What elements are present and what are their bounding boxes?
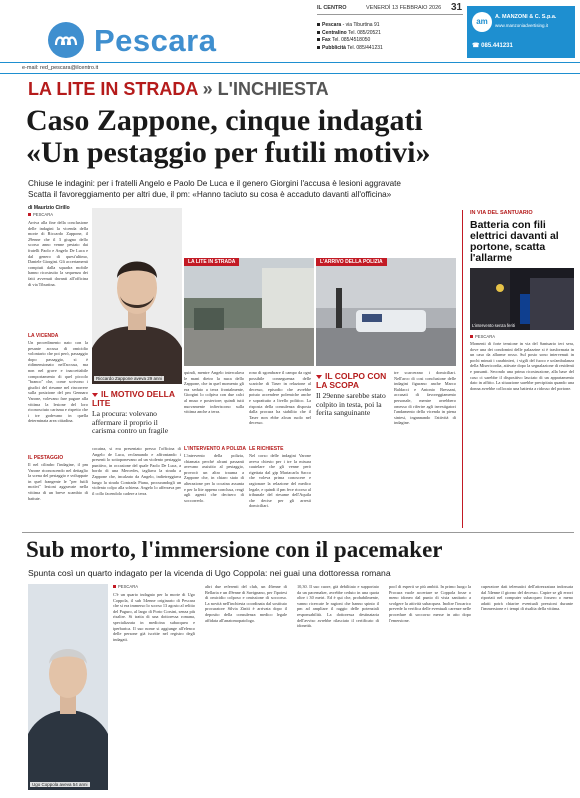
contacts-list <box>317 22 383 52</box>
contact-row: Centralino Tel. 085/20521 <box>317 30 383 38</box>
email-bar <box>0 62 580 74</box>
sidebar-divider <box>462 210 463 528</box>
email-text: e-mail: red_pescara@ilcentro.it <box>22 65 99 71</box>
pull-quote-colpo <box>316 372 392 418</box>
headline-line-1: Caso Zappone, cinque indagati <box>26 104 423 137</box>
subhead-1: Chiuse le indagini: per i fratelli Angelo e Paolo De Luca e il genero Giorgini l'accusa è lesioni aggravate <box>28 179 401 188</box>
col4-subheading: LE RICHIESTE <box>249 446 284 452</box>
sidebar-city: PESCARA <box>470 334 495 339</box>
section-divider <box>22 532 574 533</box>
article-col-2: cocaina, si era presentato presso l'officina di Angelo de Luca, reclamando e affrontando i presenti lo sottoponevano ad un violento pestaggio punitivo, in occasione del quale Paolo De Luca, a bordo di una Mercedes, tagliava la strada a Zappone che, incalzato da Angelo, indietreggiava lungo la strada Contrada Piana, procurandogli un violento colpo alla schiena. Angelo lo afferrava per il collo facendolo cadere a terra. <box>92 446 181 496</box>
article2-headline: Sub morto, l'immersione con il pacemaker <box>26 537 443 562</box>
kicker <box>28 79 329 100</box>
article2-col-2: altri due referenti del club, un 46enne di Bellaria e un 49enne di Savignano, per l'ipotesi di omicidio colposo e omissione di soccorso. La novità nell'inchiesta coordinata dal sostituto procuratore Silvia Ziniti è arrivata dopo il deposito della consulenza medico legale affidata all'anatomopatologo. <box>205 584 287 623</box>
issue-date: VENERDÌ 13 FEBBRAIO 2026 <box>366 5 442 11</box>
article-col-1c: Il nel cilindro l'indagine, il pm Varone riconoscendo nel dettaglio la scena del pestaggio e sviluppate in quel frangente le "per futili motivi" lesioni aggravate nella vittima di un breve scambio di battute. <box>28 462 88 501</box>
night-image <box>470 268 574 330</box>
article2-col-1: C'è un quarto indagato per la morte di Ugo Coppola, il sub 54enne originario di Pescara che si era immerso lo scorso 13 agosto al relitto del Paguro, al largo di Porto Corsini, senza più risalire. Si tratta di una dottoressa romana, specializzata in medicina subacquea e iperbarica. Il suo nome si aggiunge all'elenco delle persone già iscritte nel registro degli indagati. <box>113 592 195 642</box>
article2-col-3: 10,30. Il suo cuore, già debilitato e supportato da un pacemaker, avrebbe ceduto in una quota oltre i 30 metri. Ed è qui che, probabilmente, vanno ricercate le ragioni che hanno spinto il pm ad ampliare il raggio delle potenziali responsabilità. La dottoressa destinataria dell'avviso avrebbe rilasciato il certificato di idoneità. <box>297 584 379 629</box>
article-col-1a: Arriva alla fine della conclusione delle indagini la vicenda della morte di Riccardo Zappone, il 29enne che il 3 giugno dello scorso anno venne pestato dai fratelli Paolo e Angelo De Luca e dal genero di quest'ultimo, Daniele Giorgini. Gli accertamenti compiuti dalla squadra mobile hanno ricostruito la sequenza dei fatti avvenuti davanti all'officina di via Tiburtina. <box>28 220 88 287</box>
article2-col-4: pool di esperti se più ambiti. In primo luogo la Procura vuole accertare se Coppola fosse o meno idoneo dal punto di vista sanitario a svolgere la attività subacquea. Inoltre l'incarico prevede la verifica delle eventuali carenze nelle procedure di soccorso messe in atto dopo l'emersione. <box>389 584 471 623</box>
sidebar-tag: IN VIA DEL SANTUARIO <box>470 210 533 216</box>
article-col-3b: L'intervento della polizia, chiamata perché alcuni passanti avevano assistito al pestaggio, provocò un altro trauma a Zappone che, in chiaro stato di alterazione per la cocaina assunta e per la lite appena conclusa, reagì agli agenti che decisero di soccorrerlo. <box>184 453 244 503</box>
pull-quote-text: La procura: volevano affermare il proprio il carisma contro un fragile <box>92 409 169 435</box>
col1-subheading-pestaggio: IL PESTAGGIO <box>28 455 64 461</box>
article-col-4a: rono di sgombrare il campo da ogni possibile conseguenza delle scariche di Taser in relazione al decesso, episodio che avrebbe potuto accendere polemiche anche e soprattutto a livello politico. La risposta della consulenza disposta dalla procura ha stabilito che il Taser non ebbe alcun ruolo nel decesso. <box>249 370 311 426</box>
ad-company: A. MANZONI & C. S.p.a. <box>495 14 557 20</box>
paper-name: IL CENTRO <box>317 5 347 11</box>
pull-quote-title: IL COLPO CON LA SCOPA <box>316 371 387 390</box>
street-photo <box>184 258 314 366</box>
ad-logo-icon: am <box>472 12 492 32</box>
pull-quote-motivo <box>92 390 182 436</box>
contact-row: Pubblicità Tel. 085/441231 <box>317 45 383 53</box>
contact-row: Fax Tel. 085/4518050 <box>317 37 383 45</box>
pull-quote-text: Il 29enne sarebbe stato colpito in testa, poi la ferita sanguinante <box>316 391 386 417</box>
portrait-image <box>28 584 108 790</box>
article2-city: PESCARA <box>113 584 138 589</box>
article-col-4b: Nel corso delle indagini Varone aveva chiesto per i tre la misura cautelare che gli venne però rigettata dal gip Mariacarla Sacco che voleva prima conoscere e ragionare la relazione del medico legale, e quindi il pm fece ricorso al tribunale del riesame dell'Aquila che decise per gli arresti domiciliari. <box>249 453 311 509</box>
article2-col-5: cuperatore dati telematici dell'attrezzatura indossata dal 54enne il giorno del decesso. Capire se gli errori riportati nel computer subacqueo fossero o meno adatti potrà chiarire eventuali pressioni durante l'immersione e i tempi di risalita della vittima. <box>481 584 573 612</box>
newspaper-logo-icon <box>48 22 84 58</box>
sidebar-photo <box>470 268 574 330</box>
article-col-3a: quindi, mentre Angelo intercalava le mani dietro la nuca dello Zappone, che in quel momento gli era seduto a terra frontalmente, Giorgini lo colpiva con due calci al muso e posteriore; quindi tutti nuovamente infieriscono sulla vittima anche a terra. <box>184 370 244 415</box>
article-col-1b: Un procedimento nato con la pesante accusa di omicidio volontario che poi però, passaggio dopo passaggio, si è ridimensionato nell'accusa, ma non nel grave e inaccettabile comportamento di quel piccolo "branco" che, come scrivono i giudici del riesame nel rincorrere sulla posizione del pm Gennaro Varone, volevano fare pagare alla vittima la lesione del loro riconosciuto carisma e rispetto che i tre godevano in quella determinata area cittadina. <box>28 340 88 424</box>
subhead-2: Scatta il favoreggiamento per altri due, il pm: «Hanno taciuto su cosa è accaduto davanti all'officina» <box>28 190 392 199</box>
phone-icon: ☎ <box>472 43 482 49</box>
kicker-topic: LA LITE IN STRADA <box>28 79 198 99</box>
diver-photo <box>28 584 108 790</box>
col1-subheading-vicenda: LA VICENDA <box>28 333 59 339</box>
photo-caption: Riccardo Zappone aveva 29 anni <box>96 376 163 381</box>
byline-city: PESCARA <box>28 212 53 217</box>
header-rule <box>317 14 463 15</box>
triangle-icon <box>316 375 322 379</box>
page-number: 31 <box>451 2 463 13</box>
triangle-icon <box>92 393 98 397</box>
ad-site: www.manzoniadvertising.it <box>495 23 549 28</box>
victim-photo <box>92 208 182 384</box>
article-col-5: tre scarcerano i domiciliari. Nell'arco di cosi conclusione delle indagini figurano anche Marco Baldacci e Antonio Bressani, accusati di favoreggiamento personale, mentre avrebbero omesso di riferire agli investigatori l'andamento della vicenda in piena sintesi, ingannando l'attività di indagine. <box>394 370 456 426</box>
photo-label-polizia: L'ARRIVO DELLA POLIZIA <box>316 258 387 266</box>
ad-phone: ☎ 085.441231 <box>472 43 513 49</box>
marker-icon <box>470 335 473 338</box>
sidebar-title: Batteria con fili elettrici davanti al portone, scatta l'allarme <box>470 219 559 264</box>
section-title: Pescara <box>94 23 217 58</box>
col3-subheading: L'INTERVENTO A POLIZIA <box>184 446 247 452</box>
photo-label-lite: LA LITE IN STRADA <box>184 258 239 266</box>
diver-photo-caption: Ugo Coppola aveva 54 anni <box>32 782 88 787</box>
kicker-section: » L'INCHIESTA <box>202 79 329 99</box>
marker-icon <box>28 213 31 216</box>
portrait-image <box>92 208 182 384</box>
marker-icon <box>113 585 116 588</box>
contact-row: Pescara - via Tiburtina 91 <box>317 22 383 30</box>
advertising-box <box>467 6 575 58</box>
sidebar-photo-caption: L'intervento senza feriti <box>472 323 515 328</box>
street-image <box>184 258 314 366</box>
article2-subhead: Spunta così un quarto indagato per la vicenda di Ugo Coppola: nei guai una dottoressa romana <box>28 568 391 578</box>
police-image <box>316 258 456 366</box>
sidebar-text: Momenti di forte tensione in via del Santuario ieri sera, dove una dei condomini delle palazzine si è trasformata in un caso da allarme rosso. Sul posto sono intervenuti in pochi minuti i carabinieri, i vigili del fuoco e un'ambulanza della Misericordia, attivate dopo la segnalazione di residenti e passanti. Secondo una prima ricostruzione, alla base del caso ci sarebbe il dispositivo lasciato di un appartamento dato in affitto. La situazione sarebbe precipitata quando una donna avrebbe collocato una batteria a ridosso del portone. <box>470 341 574 391</box>
headline-line-2: «Un pestaggio per futili motivi» <box>26 136 431 169</box>
masthead <box>0 0 580 62</box>
police-photo <box>316 258 456 366</box>
byline: di Maurizio Cirillo <box>28 205 70 211</box>
pull-quote-title: IL MOTIVO DELLA LITE <box>92 389 175 408</box>
